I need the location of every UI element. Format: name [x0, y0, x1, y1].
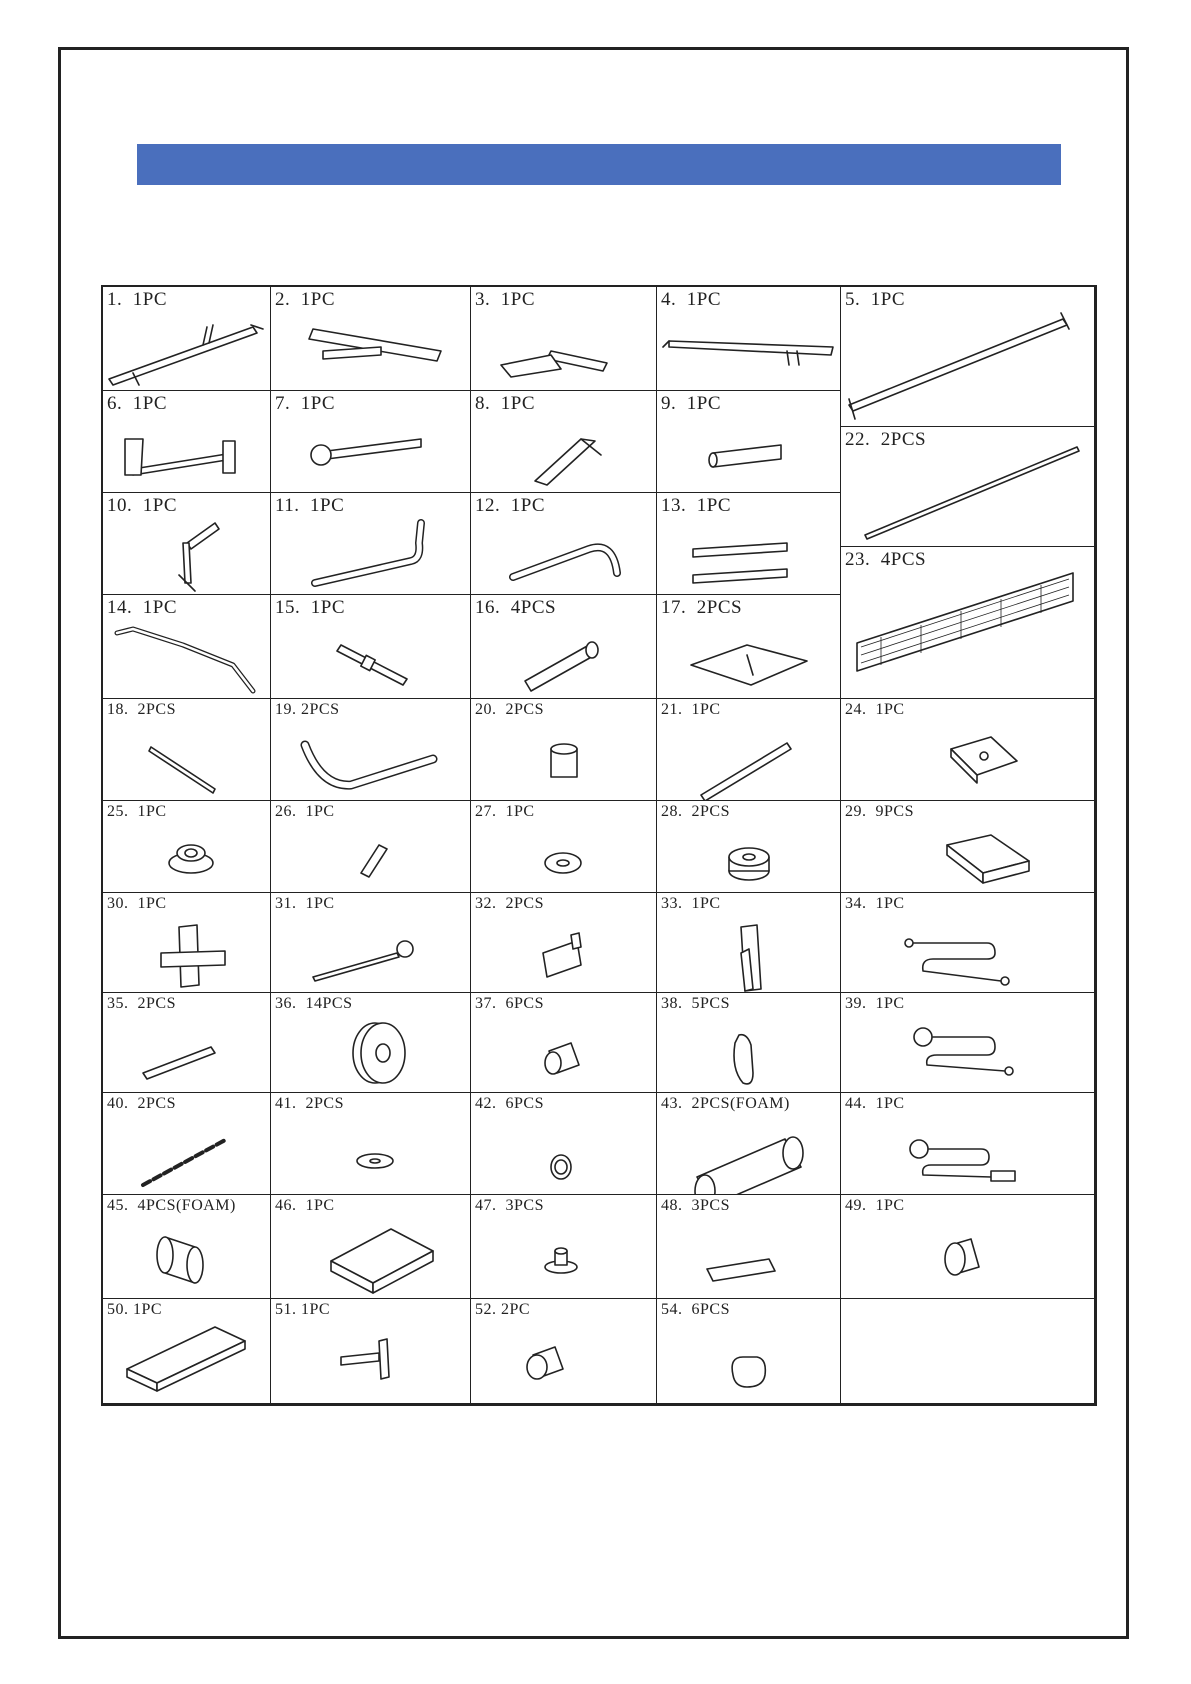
part-label: 14. 1PC	[107, 597, 177, 618]
part-label: 5. 1PC	[845, 289, 905, 310]
part-label: 22. 2PCS	[845, 429, 927, 450]
rod-icon	[103, 719, 271, 801]
ball-cable-icon	[841, 1013, 1095, 1093]
washer-icon	[471, 821, 657, 893]
selector-rod-icon	[657, 719, 841, 801]
part-label: 29. 9PCS	[845, 803, 914, 820]
part-cell-24	[841, 699, 1095, 801]
part-cell-25	[103, 801, 271, 893]
bracket-tube-icon	[103, 411, 271, 493]
part-label: 8. 1PC	[475, 393, 535, 414]
part-cell-27	[471, 801, 657, 893]
part-cell-34	[841, 893, 1095, 993]
mesh-cover-icon	[841, 567, 1095, 699]
part-cell-9	[657, 391, 841, 493]
chain-icon	[103, 1113, 271, 1195]
pulley-bracket-icon	[103, 513, 271, 595]
sleeve-icon	[471, 719, 657, 801]
part-label: 2. 1PC	[275, 289, 335, 310]
part-label: 11. 1PC	[275, 495, 345, 516]
ring-sleeve-icon	[841, 1215, 1095, 1299]
mounting-plate-icon	[657, 615, 841, 699]
part-label: 44. 1PC	[845, 1095, 905, 1112]
pin-icon	[271, 821, 471, 893]
part-cell-7	[271, 391, 471, 493]
part-cell-11	[271, 493, 471, 595]
back-pad-icon	[103, 1317, 271, 1404]
handle-post-icon	[271, 1317, 471, 1404]
part-label: 26. 1PC	[275, 803, 335, 820]
part-cell-10	[103, 493, 271, 595]
part-cell-39	[841, 993, 1095, 1093]
part-label: 39. 1PC	[845, 995, 905, 1012]
clip-icon	[657, 1317, 841, 1404]
curl-bar-icon	[103, 615, 271, 699]
part-cell-37	[471, 993, 657, 1093]
part-cell-32	[471, 893, 657, 993]
guide-rail-icon	[841, 307, 1095, 427]
part-cell-42	[471, 1093, 657, 1195]
part-label: 9. 1PC	[661, 393, 721, 414]
short-tube-icon	[657, 411, 841, 493]
cable-icon	[841, 913, 1095, 993]
link-plate-icon	[103, 1013, 271, 1093]
part-cell-18	[103, 699, 271, 801]
part-label: 13. 1PC	[661, 495, 731, 516]
part-label: 24. 1PC	[845, 701, 905, 718]
part-label: 47. 3PCS	[475, 1197, 544, 1214]
part-cell-29	[841, 801, 1095, 893]
part-cell-33	[657, 893, 841, 993]
part-cell-5	[841, 287, 1095, 427]
part-cell-1	[103, 287, 271, 391]
part-label: 18. 2PCS	[107, 701, 176, 718]
part-label: 36. 14PCS	[275, 995, 353, 1012]
part-label: 19. 2PCS	[275, 701, 340, 718]
part-label: 4. 1PC	[661, 289, 721, 310]
part-label: 33. 1PC	[661, 895, 721, 912]
part-label: 7. 1PC	[275, 393, 335, 414]
bushing-icon	[471, 1013, 657, 1093]
part-label: 30. 1PC	[107, 895, 167, 912]
small-plate-icon	[657, 1215, 841, 1299]
angled-bracket-icon	[471, 411, 657, 493]
part-cell-26	[271, 801, 471, 893]
part-label: 54. 6PCS	[661, 1301, 730, 1318]
part-cell-51	[271, 1299, 471, 1404]
part-label: 42. 6PCS	[475, 1095, 544, 1112]
part-label: 35. 2PCS	[107, 995, 176, 1012]
part-label: 17. 2PCS	[661, 597, 743, 618]
pivot-tube-icon	[271, 411, 471, 493]
part-cell-52	[471, 1299, 657, 1404]
double-handle-icon	[657, 513, 841, 595]
part-label: 49. 1PC	[845, 1197, 905, 1214]
part-cell-31	[271, 893, 471, 993]
curved-tube-icon	[271, 719, 471, 801]
part-label: 46. 1PC	[275, 1197, 335, 1214]
part-cell-40	[103, 1093, 271, 1195]
ball-cable-threaded-icon	[841, 1113, 1095, 1195]
part-cell-2	[271, 287, 471, 391]
u-bracket-icon	[657, 913, 841, 993]
part-label: 25. 1PC	[107, 803, 167, 820]
part-label: 21. 1PC	[661, 701, 721, 718]
part-cell-36	[271, 993, 471, 1093]
long-frame-tube-icon	[103, 307, 271, 391]
part-label: 27. 1PC	[475, 803, 535, 820]
part-cell-21	[657, 699, 841, 801]
part-label: 16. 4PCS	[475, 597, 557, 618]
nut-cap-icon	[471, 1113, 657, 1195]
part-label: 3. 1PC	[475, 289, 535, 310]
part-cell-48	[657, 1195, 841, 1299]
part-cell-22	[841, 427, 1095, 547]
part-cell-15	[271, 595, 471, 699]
part-label: 10. 1PC	[107, 495, 177, 516]
part-label: 32. 2PCS	[475, 895, 544, 912]
part-label: 23. 4PCS	[845, 549, 927, 570]
part-cell-19	[271, 699, 471, 801]
part-cell-28	[657, 801, 841, 893]
t-base-frame-icon	[271, 307, 471, 391]
part-label: 12. 1PC	[475, 495, 545, 516]
part-cell-3	[471, 287, 657, 391]
part-cell-44	[841, 1093, 1095, 1195]
part-cell-20	[471, 699, 657, 801]
top-frame-tube-icon	[657, 307, 841, 391]
part-cell-45	[103, 1195, 271, 1299]
guide-rod-icon	[841, 443, 1095, 547]
grommet-icon	[103, 821, 271, 893]
part-cell-4	[657, 287, 841, 391]
seat-pad-icon	[271, 1215, 471, 1299]
foam-roller-large-icon	[657, 1113, 841, 1195]
short-bar-icon	[271, 615, 471, 699]
part-label: 45. 4PCS(FOAM)	[107, 1197, 236, 1214]
part-cell-38	[657, 993, 841, 1093]
pulley-mount-icon	[103, 913, 271, 993]
part-cell-16	[471, 595, 657, 699]
foam-roller-icon	[103, 1215, 271, 1299]
pull-pin-icon	[271, 913, 471, 993]
weight-plate-icon	[841, 821, 1095, 893]
part-cell-46	[271, 1195, 471, 1299]
flat-washer-icon	[271, 1113, 471, 1195]
part-label: 37. 6PCS	[475, 995, 544, 1012]
part-cell-47	[471, 1195, 657, 1299]
part-label: 51. 1PC	[275, 1301, 331, 1318]
bent-arm-icon	[471, 513, 657, 595]
part-cell-13	[657, 493, 841, 595]
hinge-bracket-icon	[471, 913, 657, 993]
part-label: 41. 2PCS	[275, 1095, 344, 1112]
part-label: 38. 5PCS	[661, 995, 730, 1012]
stopper-icon	[471, 1215, 657, 1299]
part-label: 15. 1PC	[275, 597, 345, 618]
part-cell-41	[271, 1093, 471, 1195]
part-cell-30	[103, 893, 271, 993]
top-weight-block-icon	[841, 719, 1095, 801]
part-label: 34. 1PC	[845, 895, 905, 912]
part-label: 20. 2PCS	[475, 701, 544, 718]
part-cell-17	[657, 595, 841, 699]
part-label: 43. 2PCS(FOAM)	[661, 1095, 790, 1112]
carabiner-icon	[657, 1013, 841, 1093]
small-t-frame-icon	[471, 307, 657, 391]
part-label: 48. 3PCS	[661, 1197, 730, 1214]
part-label: 1. 1PC	[107, 289, 167, 310]
part-label: 6. 1PC	[107, 393, 167, 414]
part-cell-50	[103, 1299, 271, 1404]
part-label: 52. 2PC	[475, 1301, 531, 1318]
end-cap-icon	[471, 1317, 657, 1404]
part-cell-43	[657, 1093, 841, 1195]
part-label: 31. 1PC	[275, 895, 335, 912]
part-label: 40. 2PCS	[107, 1095, 176, 1112]
part-cell-54	[657, 1299, 841, 1404]
part-cell-14	[103, 595, 271, 699]
weight-post-icon	[471, 615, 657, 699]
part-cell-8	[471, 391, 657, 493]
part-cell-6	[103, 391, 271, 493]
parts-list-table	[101, 285, 1097, 1406]
section-header-banner	[137, 144, 1061, 185]
empty-cell	[841, 1299, 1095, 1404]
part-cell-23	[841, 547, 1095, 699]
part-label: 28. 2PCS	[661, 803, 730, 820]
bent-arm-icon	[271, 513, 471, 595]
part-cell-49	[841, 1195, 1095, 1299]
part-cell-35	[103, 993, 271, 1093]
part-cell-12	[471, 493, 657, 595]
rubber-bumper-icon	[657, 821, 841, 893]
part-label: 50. 1PC	[107, 1301, 163, 1318]
pulley-icon	[271, 1013, 471, 1093]
